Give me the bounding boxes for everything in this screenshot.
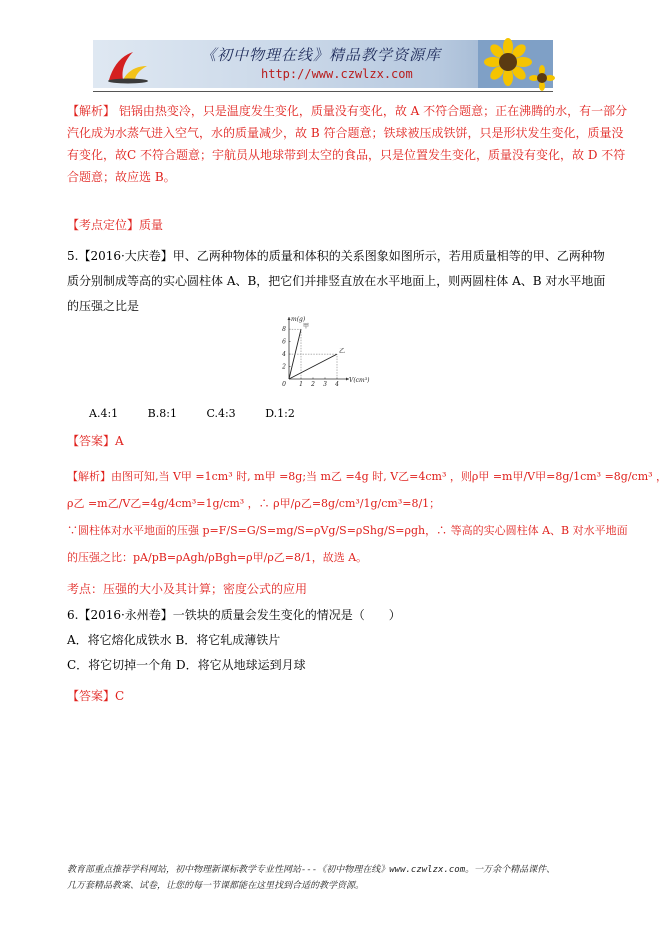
x-tick-label: 4 (335, 381, 339, 388)
question-line: 的压强之比是 (67, 299, 140, 313)
x-axis-label: V(cm³) (349, 377, 370, 384)
header-divider (93, 91, 553, 92)
option-d: D.1:2 (265, 407, 295, 420)
y-axis-label: m(g) (291, 316, 306, 323)
y-tick-label: 6 (282, 338, 286, 346)
analysis-line: ρ乙 =m乙/V乙=4g/4cm³=1g/cm³ ，∴ ρ甲/ρ乙=8g/cm³/1g/cm³=8/1； (67, 497, 441, 510)
footer-line: 几万套精品教案、试卷，让您的每一节课都能在这里找到合适的教学资源。 (67, 881, 365, 891)
sunflower-icon (478, 40, 553, 88)
banner-url: http://www.czwlzx.com (261, 67, 413, 81)
mass-volume-graph (277, 313, 370, 393)
origin-label: 0 (282, 381, 286, 388)
question-5 (67, 244, 605, 319)
banner-title: 《初中物理在线》精品教学资源库 (201, 46, 442, 64)
x-tick-label: 3 (323, 381, 327, 388)
question-6 (67, 603, 401, 678)
x-tick-label: 1 (299, 381, 303, 388)
site-logo-icon (103, 46, 153, 84)
question-line: 6.【2016·永州卷】一铁块的质量会发生变化的情况是（ ） (67, 608, 401, 622)
question-option-line: C．将它切掉一个角 D．将它从地球运到月球 (67, 658, 306, 672)
option-a: A.4:1 (89, 407, 119, 420)
analysis-block-2 (67, 463, 667, 571)
analysis-line: 【解析】由图可知,当 V甲 =1cm³ 时, m甲 =8g;当 m乙 =4g 时, V乙=4cm³ ，则ρ甲 =m甲/V甲=8g/1cm³ =8g/cm³ ， (67, 470, 667, 483)
series-line-2 (289, 354, 337, 379)
footer-line: 教育部重点推荐学科网站，初中物理新课标教学专业性网站---《初中物理在线》www.czwlzx.com。一万余个精品课件、 (67, 865, 556, 875)
analysis-line: 汽化成为水蒸气进入空气，水的质量减少，故 B 符合题意；铁球被压成铁饼，只是形状发生变化，质量没 (67, 126, 624, 140)
option-b: B.8:1 (147, 407, 177, 420)
question-option-line: A．将它熔化成铁水 B．将它轧成薄铁片 (67, 633, 281, 647)
answer-6: 【答案】C (67, 689, 125, 703)
series-label: 甲 (303, 323, 310, 331)
y-tick-label: 8 (282, 326, 286, 334)
option-c: C.4:3 (206, 407, 236, 420)
answer-5: 【答案】A (67, 434, 124, 448)
analysis-line: ∵圆柱体对水平地面的压强 p=F/S=G/S=mg/S=ρVg/S=ρShg/S=ρgh，∴ 等高的实心圆柱体 A、B 对水平地面 (67, 524, 628, 537)
series-label: 乙 (339, 348, 346, 356)
question-5-options (89, 407, 321, 420)
analysis-block-1 (67, 100, 627, 188)
analysis-line: 合题意；故应选 B。 (67, 170, 176, 184)
analysis-line: 有变化，故C 不符合题意；宇航员从地球带到太空的食品，只是位置发生变化，质量没有变化，故 D 不符 (67, 148, 626, 162)
page-footer (67, 862, 627, 894)
x-tick-label: 2 (311, 381, 315, 388)
y-tick-label: 4 (282, 351, 286, 359)
header-banner (93, 40, 553, 88)
question-line: 质分别制成等高的实心圆柱体 A、B，把它们并排竖直放在水平地面上，则两圆柱体 A、B 对水平地面 (67, 274, 606, 288)
knowledge-point-1: 【考点定位】质量 (67, 218, 164, 232)
analysis-line: 的压强之比：pA/pB=ρAgh/ρBgh=ρ甲/ρ乙=8/1，故选 A。 (67, 551, 368, 564)
analysis-line: 【解析】 铝锅由热变冷，只是温度发生变化，质量没有变化，故 A 不符合题意；正在沸腾的水，有一部分 (67, 104, 628, 118)
y-tick-label: 2 (282, 363, 286, 371)
knowledge-point-2: 考点：压强的大小及其计算；密度公式的应用 (67, 582, 308, 596)
question-line: 5.【2016·大庆卷】甲、乙两种物体的质量和体积的关系图象如图所示，若用质量相等的甲、乙两种物 (67, 249, 605, 263)
